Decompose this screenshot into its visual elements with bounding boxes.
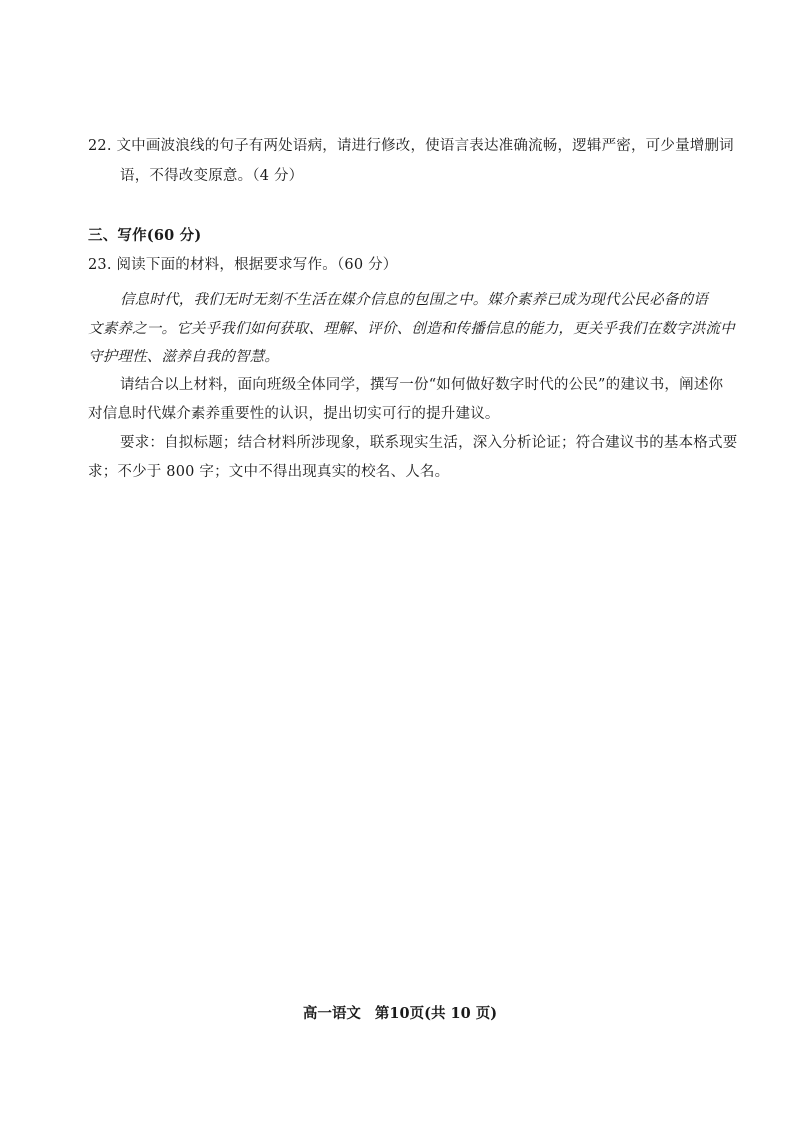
requirements-line-2: 求；不少于 800 字；文中不得出现真实的校名、人名。 [88,464,450,480]
section-writing-heading: 三、写作(60 分) [88,227,202,244]
requirements-line-1: 要求：自拟标题；结合材料所涉现象，联系现实生活，深入分析论证；符合建议书的基本格式要 [120,435,738,451]
question-22-text-line-2: 语，不得改变原意。（4 分） [120,168,304,184]
question-23-prompt: 23. 阅读下面的材料，根据要求写作。（60 分） [88,257,398,273]
material-paragraph-line-2: 文素养之一。它关乎我们如何获取、理解、评价、创造和传播信息的能力，更关乎我们在数字洪流中 [88,321,735,337]
footer-page-number: 第10页(共 10 页) [374,1005,498,1022]
footer-subject: 高一语文 [302,1005,361,1022]
material-paragraph-line-1: 信息时代，我们无时无刻不生活在媒介信息的包围之中。媒介素养已成为现代公民必备的语 [120,292,708,308]
page-footer [0,1002,800,1023]
task-paragraph-line-1: 请结合以上材料，面向班级全体同学，撰写一份“如何做好数字时代的公民”的建议书，阐述你 [120,377,724,393]
task-paragraph-line-2: 对信息时代媒介素养重要性的认识，提出切实可行的提升建议。 [88,406,500,422]
material-paragraph-line-3: 守护理性、滋养自我的智慧。 [88,349,280,365]
question-22-text-line-1: 22. 文中画波浪线的句子有两处语病，请进行修改，使语言表达准确流畅，逻辑严密，可少量增删词 [88,138,734,154]
